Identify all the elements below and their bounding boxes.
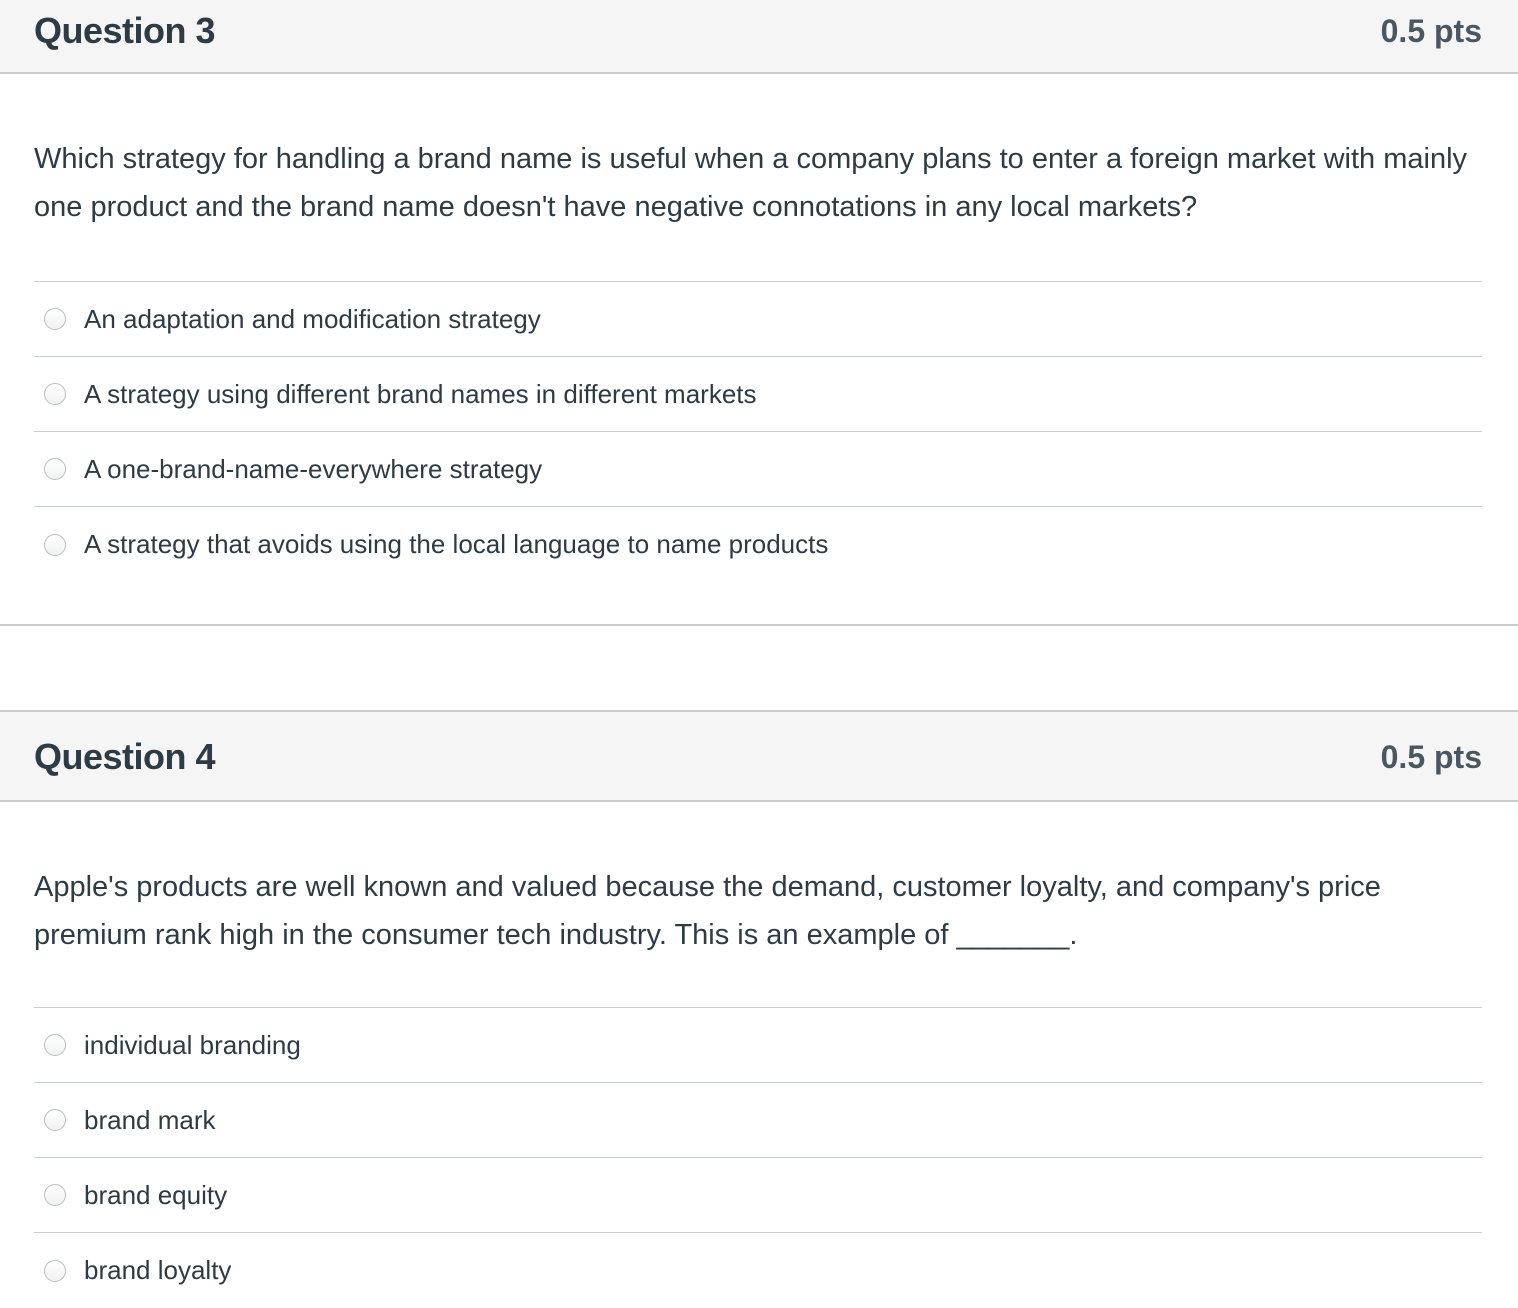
radio-button[interactable] — [44, 1034, 66, 1056]
answer-label[interactable]: A one-brand-name-everywhere strategy — [84, 453, 543, 484]
answer-option[interactable] — [34, 357, 1482, 432]
answer-label[interactable]: brand equity — [84, 1179, 228, 1210]
radio-button[interactable] — [44, 308, 66, 330]
answer-option[interactable] — [34, 1158, 1482, 1233]
radio-button[interactable] — [44, 1260, 66, 1282]
question-4 — [0, 710, 1518, 1308]
answer-label[interactable]: An adaptation and modification strategy — [84, 303, 541, 334]
radio-button[interactable] — [44, 1109, 66, 1131]
answer-option[interactable] — [34, 507, 1482, 582]
answer-option[interactable] — [34, 1083, 1482, 1158]
answer-label[interactable]: brand loyalty — [84, 1255, 232, 1285]
question-points: 0.5 pts — [1380, 738, 1482, 775]
answer-option[interactable] — [34, 282, 1482, 357]
question-title: Question 4 — [34, 736, 216, 777]
answer-label[interactable]: A strategy using different brand names in different markets — [84, 378, 757, 409]
answer-label[interactable]: A strategy that avoids using the local language to name products — [84, 529, 829, 559]
radio-button[interactable] — [44, 383, 66, 405]
question-text: Which strategy for handling a brand name is useful when a company plans to enter a foreign market with mainly one product and the brand name doesn't have negative connotations in any local markets? — [34, 143, 1468, 223]
question-text: Apple's products are well known and valued because the demand, customer loyalty, and company's price premium rank high in the consumer tech industry. This is an example of _______. — [34, 871, 1381, 951]
radio-button[interactable] — [44, 1184, 66, 1206]
answer-option[interactable] — [34, 1233, 1482, 1308]
question-header — [0, 0, 1518, 74]
question-3 — [0, 0, 1518, 626]
radio-button[interactable] — [44, 458, 66, 480]
question-points: 0.5 pts — [1380, 12, 1482, 49]
question-header — [0, 712, 1518, 802]
answer-list — [34, 281, 1482, 582]
answer-label[interactable]: brand mark — [84, 1104, 216, 1135]
question-title: Question 3 — [34, 10, 216, 51]
answer-option[interactable] — [34, 1008, 1482, 1083]
answer-label[interactable]: individual branding — [84, 1029, 301, 1060]
answer-option[interactable] — [34, 432, 1482, 507]
radio-button[interactable] — [44, 534, 66, 556]
answer-list — [34, 1007, 1482, 1308]
